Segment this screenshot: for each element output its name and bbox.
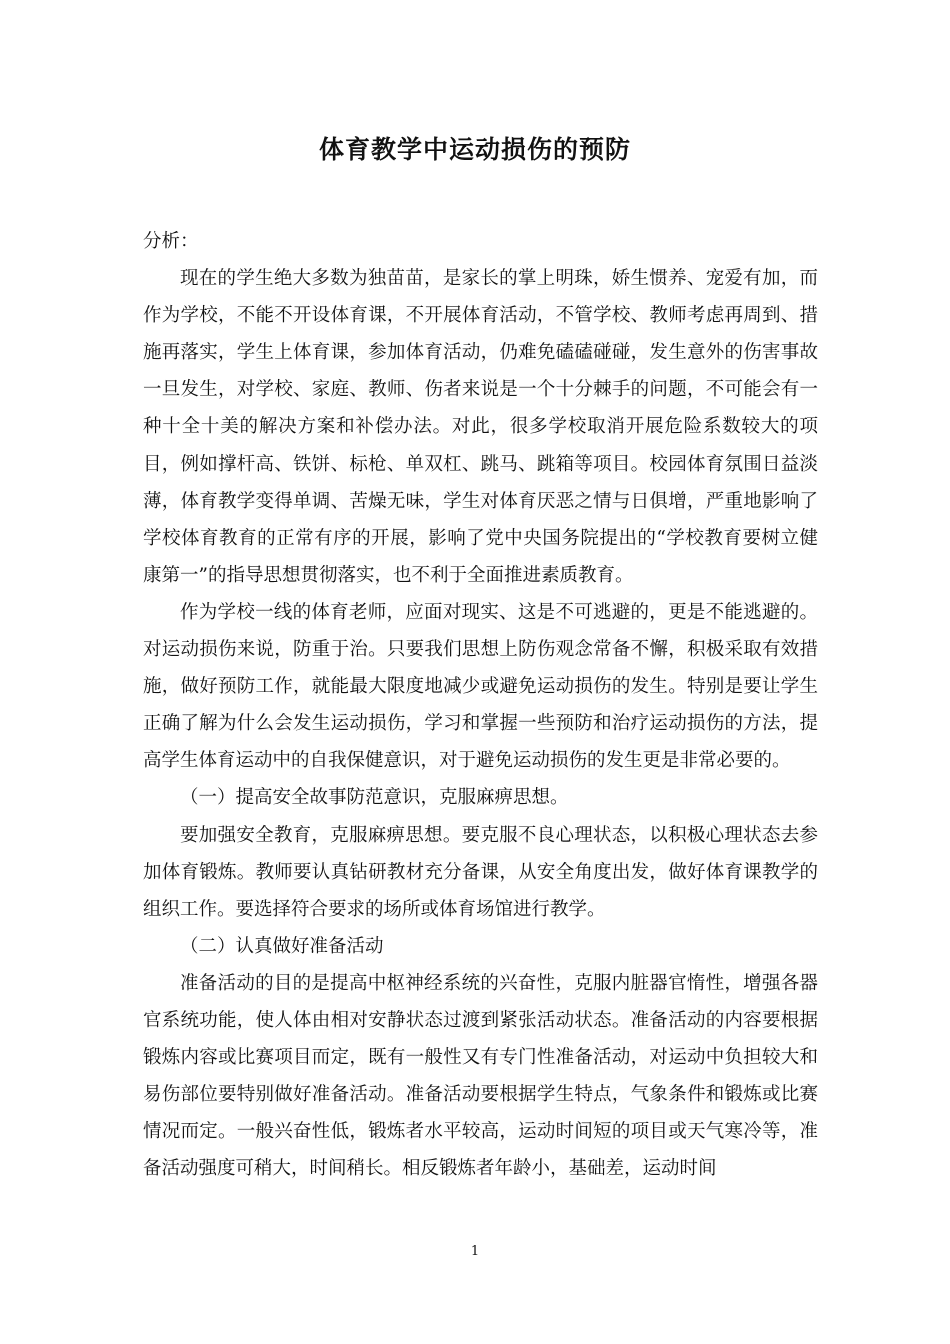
paragraph-safety: 要加强安全教育，克服麻痹思想。要克服不良心理状态，以积极心理状态去参加体育锻炼。教师要认真钻研教材充分备课，从安全角度出发，做好体育课教学的组织工作。要选择符合要求的场所或体育场馆进行教学。 bbox=[143, 824, 818, 920]
section-heading-warmup: （二）认真做好准备活动 bbox=[180, 935, 384, 957]
paragraph-intro: 现在的学生绝大多数为独苗苗，是家长的掌上明珠，娇生惯养、宠爱有加，而作为学校，不能不开设体育课，不开展体育活动，不管学校、教师考虑再周到、措施再落实，学生上体育课，参加体育活动，仍难免磕磕碰碰，发生意外的伤害事故一旦发生，对学校、家庭、教师、伤者来说是一个十分棘手的问题，不可能会有一种十全十美的解决方案和补偿办法。对此，很多学校取消开展危险系数较大的项目，例如撑杆高、铁饼、标枪、单双杠、跳马、跳箱等项目。校园体育氛围日益淡薄，体育教学变得单调、苦燥无味，学生对体育厌恶之情与日俱增，严重地影响了学校体育教育的正常有序的开展，影响了党中央国务院提出的“学校教育要树立健康第一”的指导思想贯彻落实，也不利于全面推进素质教育。 bbox=[143, 268, 818, 586]
paragraph-warmup: 准备活动的目的是提高中枢神经系统的兴奋性，克服内脏器官惰性，增强各器官系统功能，使人体由相对安静状态过渡到紧张活动状态。准备活动的内容要根据锻炼内容或比赛项目而定，既有一般性又有专门性准备活动，对运动中负担较大和易伤部位要特别做好准备活动。准备活动要根据学生特点，气象条件和锻炼或比赛情况而定。一般兴奋性低，锻炼者水平较高，运动时间短的项目或天气寒冷等，准备活动强度可稍大，时间稍长。相反锻炼者年龄小，基础差，运动时间 bbox=[143, 972, 818, 1180]
document-title: 体育教学中运动损伤的预防 bbox=[318, 135, 631, 164]
section-heading-safety: （一）提高安全故事防范意识，克服麻痹思想。 bbox=[180, 787, 569, 809]
analysis-label: 分析： bbox=[143, 231, 199, 252]
document-body bbox=[143, 223, 818, 1187]
paragraph-teacher-role: 作为学校一线的体育老师，应面对现实、这是不可逃避的，更是不能逃避的。对运动损伤来说，防重于治。只要我们思想上防伤观念常备不懈，积极采取有效措施，做好预防工作，就能最大限度地减少或避免运动损伤的发生。特别是要让学生正确了解为什么会发生运动损伤，学习和掌握一些预防和治疗运动损伤的方法，提高学生体育运动中的自我保健意识，对于避免运动损伤的发生更是非常必要的。 bbox=[143, 601, 818, 772]
page-number: 1 bbox=[470, 1244, 480, 1259]
